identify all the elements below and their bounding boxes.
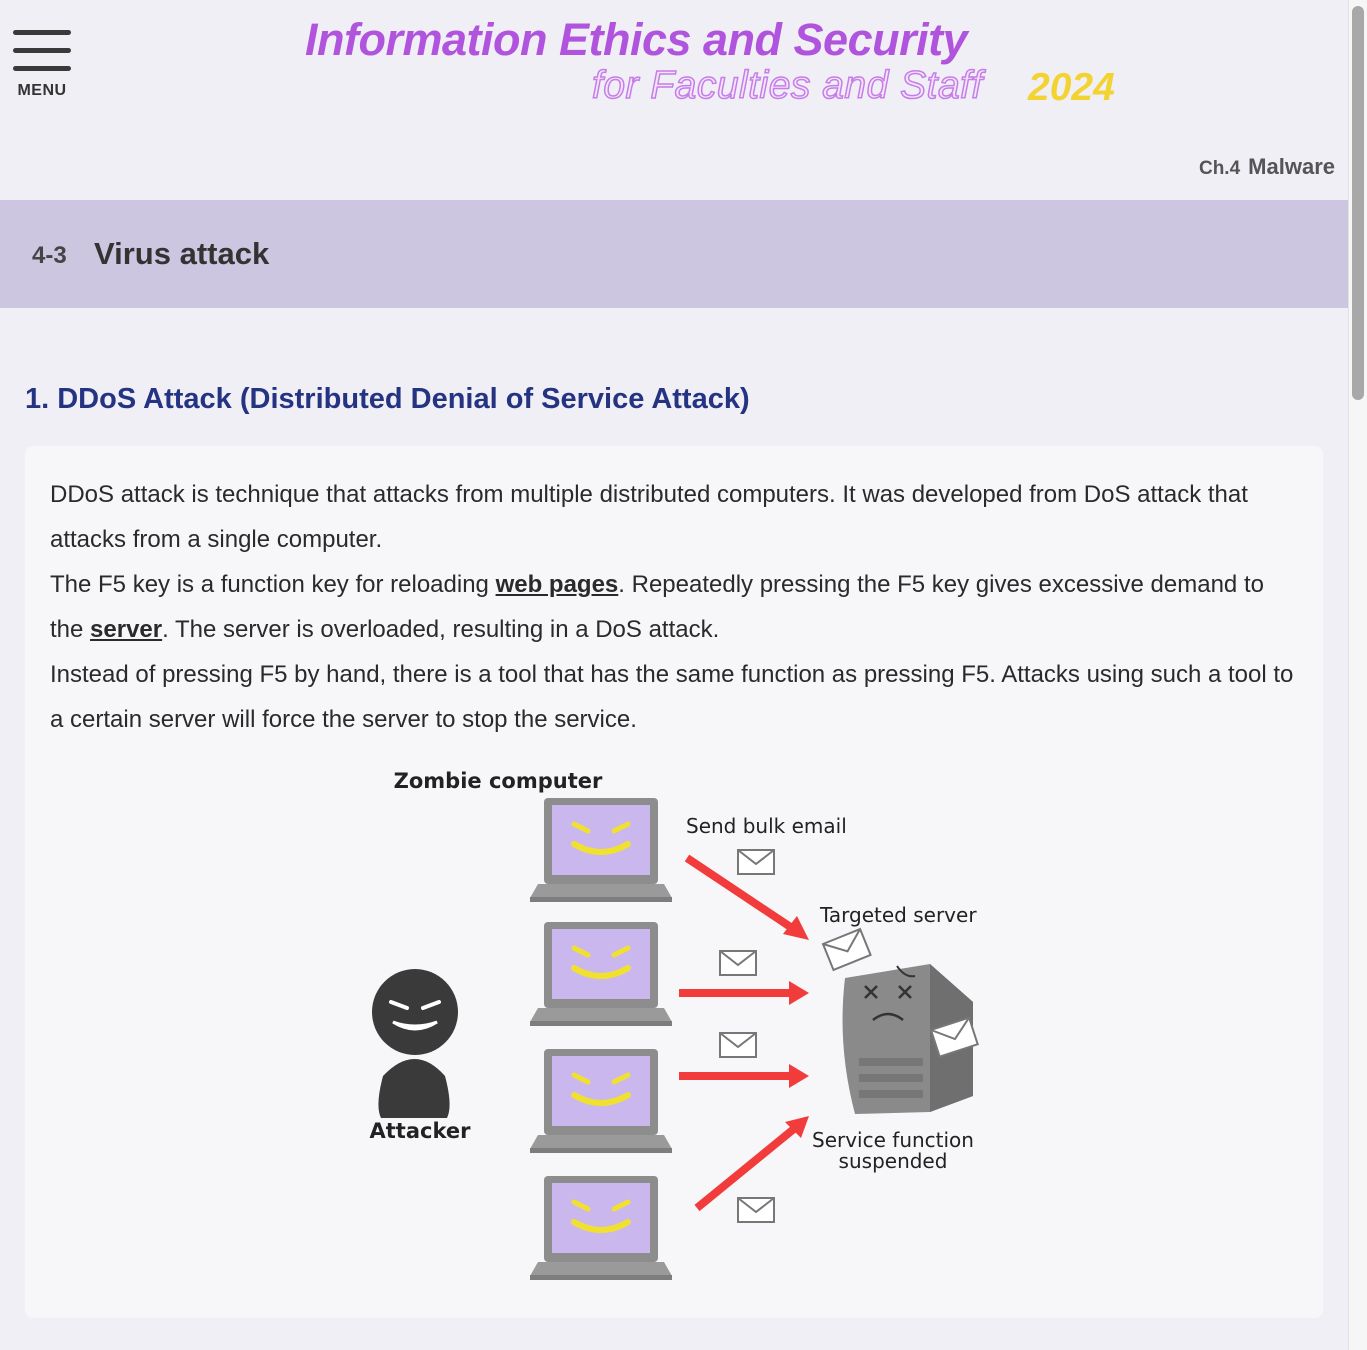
zombie-laptop-icon [530,1176,672,1280]
section-header [0,200,1348,308]
chapter-number: Ch.4 [1198,158,1241,179]
content-heading: 1. DDoS Attack (Distributed Denial of Service Attack) [25,383,750,415]
chapter-title: Malware [1248,154,1335,179]
chapter-label [1199,154,1335,180]
hamburger-icon [13,30,71,35]
zombie-laptop-icon [530,798,672,902]
zombie-laptop-icon [530,922,672,1026]
site-subtitle: for Faculties and Staff [592,64,983,107]
paragraph-tool: Instead of pressing F5 by hand, there is a tool that has the same function as pressing F5. Attacks using such a tool to a certain server will force the server to stop the service. [50,661,1294,733]
attacker-label: Attacker [369,1119,471,1143]
targeted-server-label: Targeted server [820,903,977,927]
mail-icon [720,951,756,975]
site-title: Information Ethics and Security [305,14,968,65]
attacker-icon [372,969,458,1118]
content-card [25,446,1323,1318]
send-bulk-email-label: Send bulk email [686,814,847,838]
mail-icon-tilted [823,929,871,970]
attack-arrow-icon [697,1116,809,1208]
attack-arrow-icon [679,981,809,1005]
zombie-laptop-icon [530,1049,672,1153]
service-suspended-label-1: Service function [812,1128,974,1152]
web-pages-link[interactable]: web pages [495,571,619,598]
paragraph-text: . The server is overloaded, resulting in a DoS attack. [162,616,720,643]
paragraph-text: . Repeatedly pressing the F5 key gives excessive demand to the [50,571,1264,643]
paragraph-text: The F5 key is a function key for reloading [50,571,496,598]
section-title: Virus attack [94,236,270,271]
menu-label: MENU [17,82,67,99]
site-year: 2024 [1028,66,1115,109]
attack-arrow-icon [679,1064,809,1088]
server-icon [823,929,978,1114]
hamburger-icon-bar [13,48,71,53]
mail-icon [720,1033,756,1057]
mail-icon [738,850,774,874]
mail-icon [738,1198,774,1222]
server-link[interactable]: server [90,616,163,643]
section-number: 4-3 [32,242,67,269]
zombie-computer-label: Zombie computer [393,769,603,793]
menu-button[interactable] [12,28,74,108]
scrollbar-thumb[interactable] [1352,6,1364,400]
ddos-diagram [25,446,1323,1318]
paragraph-ddos-intro: DDoS attack is technique that attacks from multiple distributed computers. It was developed from DoS attack that attacks from a single computer. [50,481,1248,553]
service-suspended-label-2: suspended [838,1149,948,1173]
page-scrollbar[interactable] [1348,0,1367,1350]
hamburger-icon-bar [13,66,71,71]
